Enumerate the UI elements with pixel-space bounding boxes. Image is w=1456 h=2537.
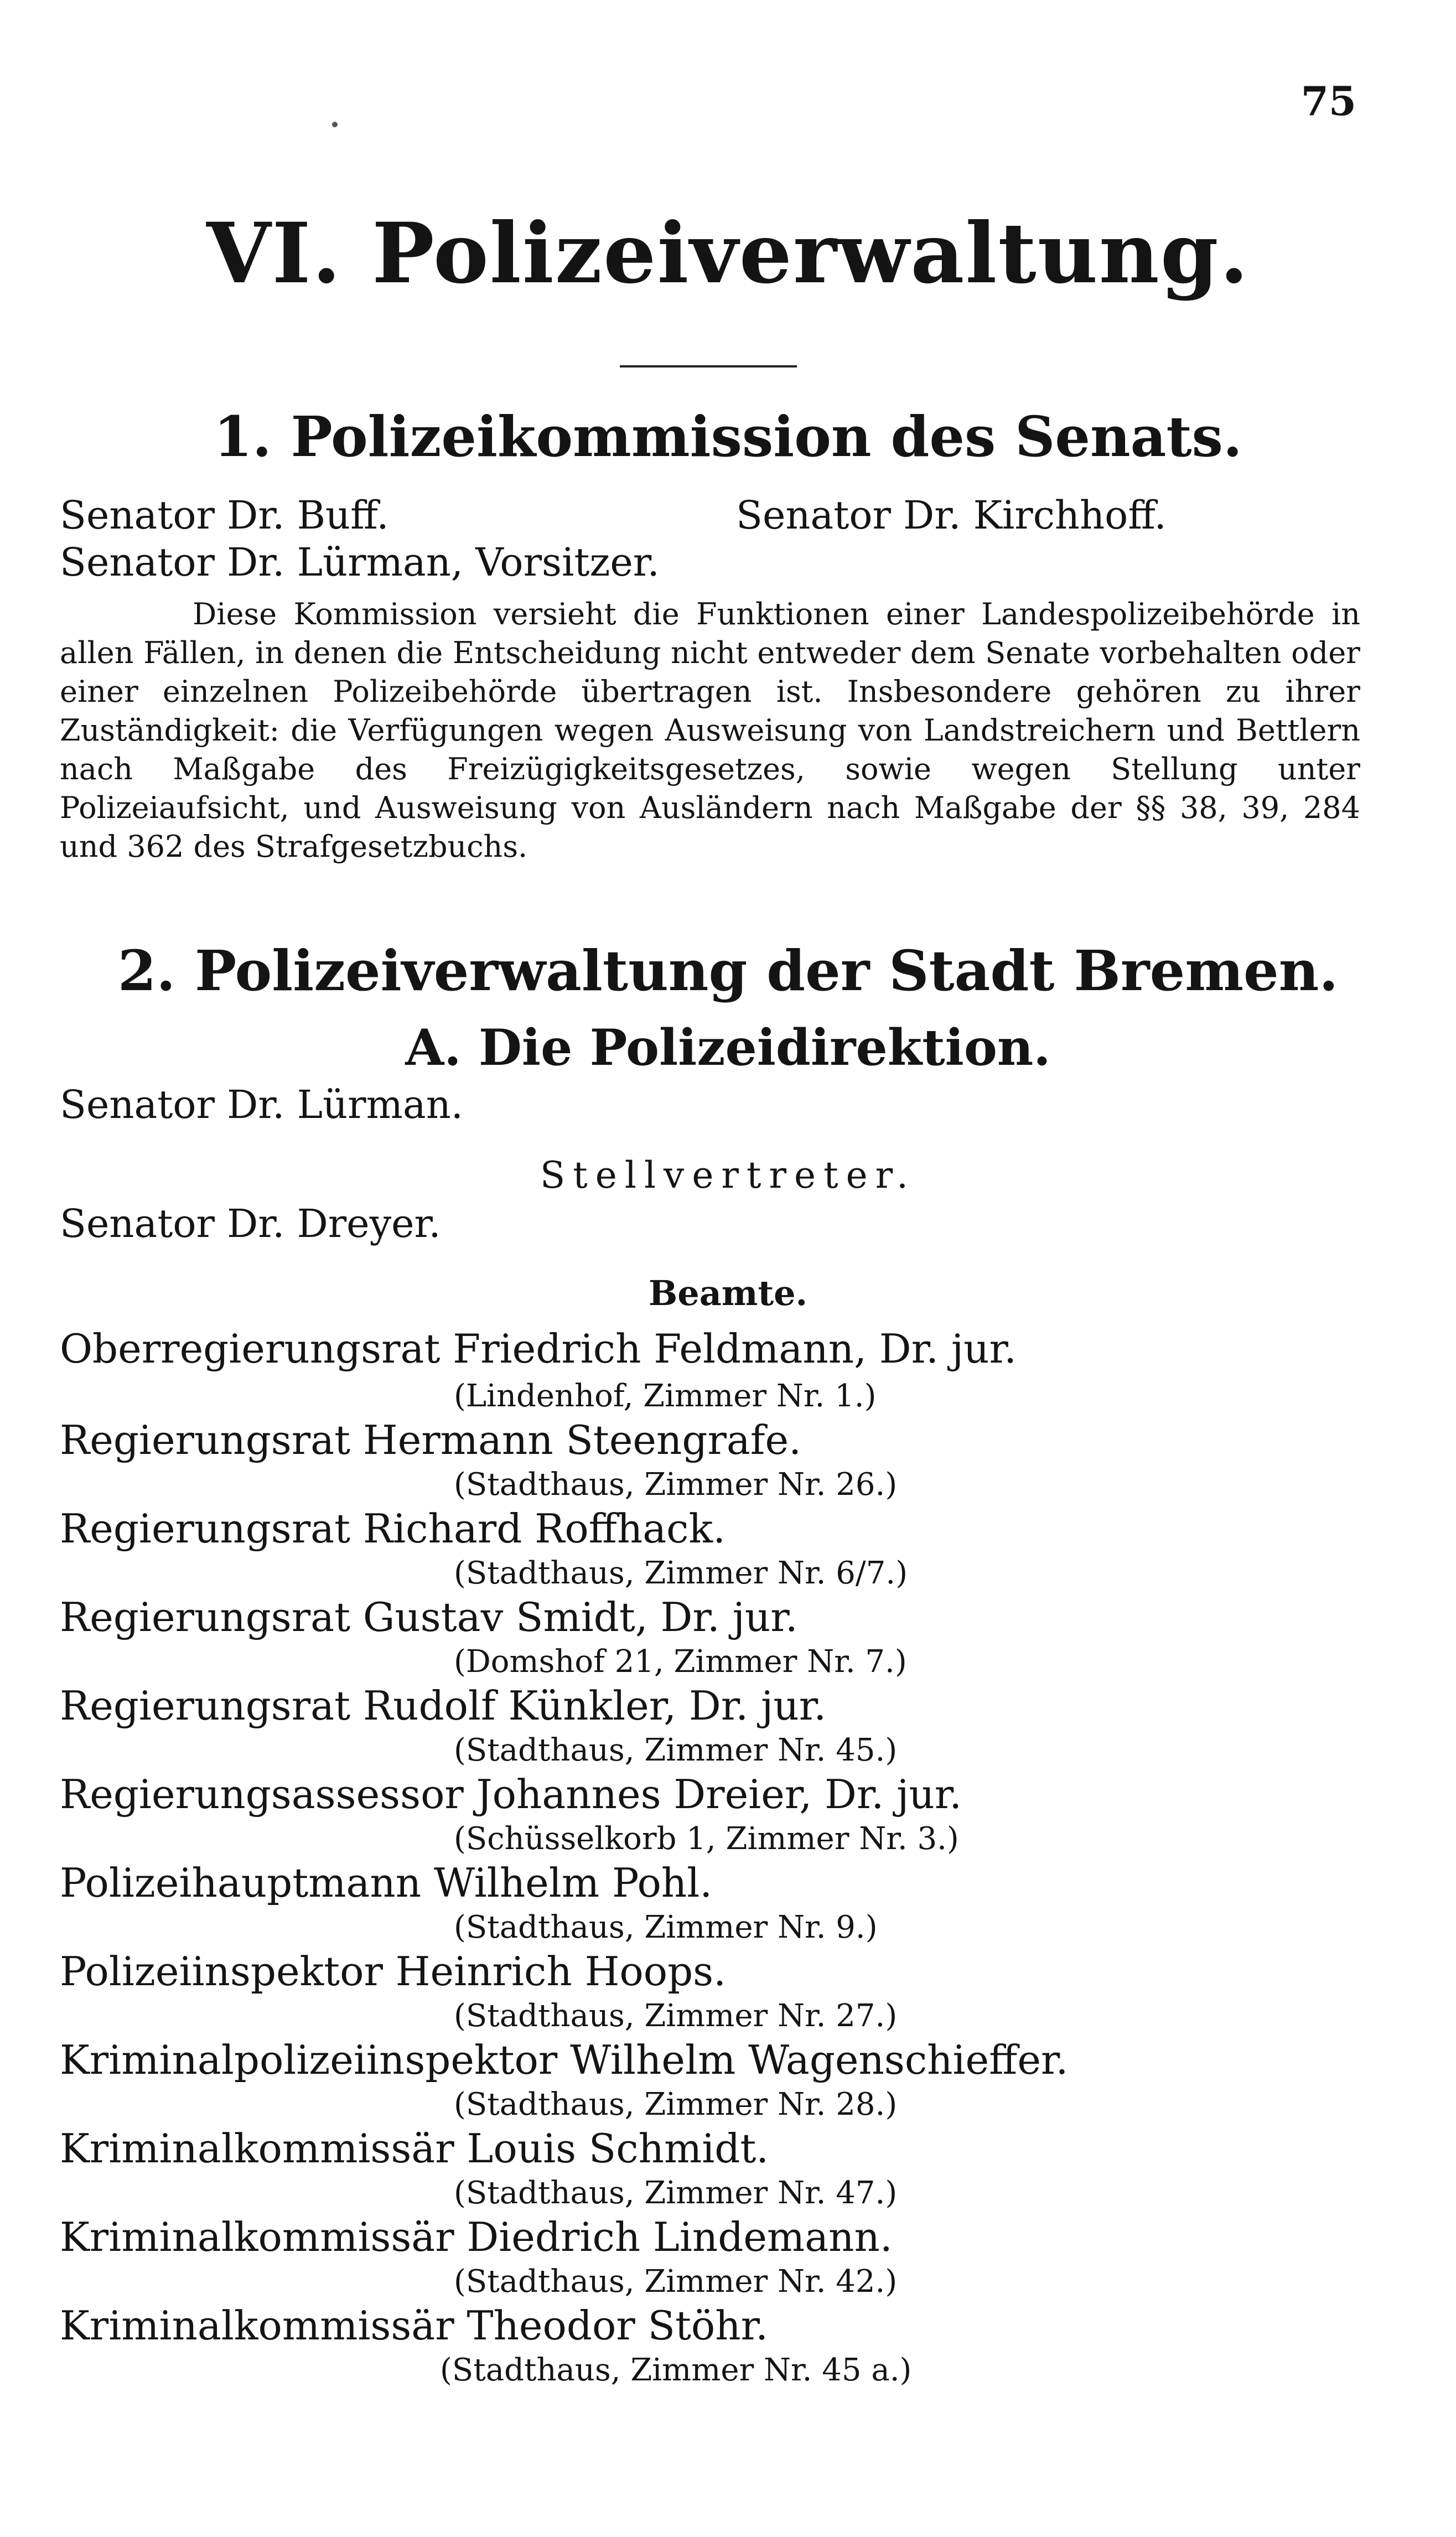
official-name: Regierungsrat Richard Roffhack. [60, 1505, 726, 1552]
deputy-label: Stellvertreter. [540, 1154, 916, 1197]
official-location: (Stadthaus, Zimmer Nr. 42.) [454, 2264, 898, 2300]
commission-description: Diese Kommission versieht die Funktionen einer Landespolizeibehörde in allen Fällen, in denen die Entscheidung nicht entweder dem Senate vorbehalten oder einer einzelnen Polizeibehörde übertragen ist. Insbesondere gehören zu ihrer Zuständigkeit: die Verfügungen wegen Ausweisung von Landstreichern und Bettlern nach Maßgabe des Freizügigkeitsgesetzes, sowie wegen Stellung unter Polizeiaufsicht, und Ausweisung von Ausländern nach Maßgabe der §§ 38, 39, 284 und 362 des Strafgesetzbuchs. [60, 597, 1360, 864]
official-location: (Stadthaus, Zimmer Nr. 9.) [454, 1909, 878, 1945]
official-name: Oberregierungsrat Friedrich Feldmann, Dr. jur. [60, 1326, 1017, 1372]
official-name: Regierungsrat Rudolf Künkler, Dr. jur. [60, 1682, 827, 1729]
subsection-a-heading: A. Die Polizeidirektion. [405, 1018, 1051, 1077]
page-number: 75 [1300, 77, 1356, 125]
official-name: Kriminalkommissär Diedrich Lindemann. [60, 2214, 893, 2260]
officials-heading: Beamte. [648, 1273, 808, 1313]
official-name: Kriminalpolizeiinspektor Wilhelm Wagenschieffer. [60, 2037, 1069, 2083]
official-location: (Stadthaus, Zimmer Nr. 27.) [454, 1998, 898, 2034]
official-location: (Lindenhof, Zimmer Nr. 1.) [454, 1378, 877, 1414]
official-name: Kriminalkommissär Theodor Stöhr. [60, 2302, 769, 2349]
official-name: Polizeiinspektor Heinrich Hoops. [60, 1948, 726, 1995]
official-name: Regierungsrat Gustav Smidt, Dr. jur. [60, 1594, 798, 1640]
director-name: Senator Dr. Lürman. [60, 1082, 464, 1127]
official-name: Regierungsrat Hermann Steengrafe. [60, 1417, 801, 1463]
official-location: (Stadthaus, Zimmer Nr. 47.) [454, 2175, 898, 2211]
official-location: (Stadthaus, Zimmer Nr. 45 a.) [440, 2352, 912, 2388]
official-location: (Stadthaus, Zimmer Nr. 45.) [454, 1732, 898, 1768]
official-location: (Stadthaus, Zimmer Nr. 26.) [454, 1467, 898, 1503]
official-location: (Stadthaus, Zimmer Nr. 28.) [454, 2086, 898, 2122]
senator-kirchhoff: Senator Dr. Kirchhoff. [736, 493, 1167, 538]
official-location: (Domshof 21, Zimmer Nr. 7.) [454, 1644, 907, 1680]
deputy-name: Senator Dr. Dreyer. [60, 1201, 441, 1246]
senator-luerman-chair: Senator Dr. Lürman, Vorsitzer. [60, 540, 660, 585]
title-divider [620, 365, 797, 367]
section-1-heading: 1. Polizeikommission des Senats. [214, 404, 1242, 469]
senator-buff: Senator Dr. Buff. [60, 493, 389, 538]
section-2-heading: 2. Polizeiverwaltung der Stadt Bremen. [117, 938, 1339, 1003]
official-location: (Stadthaus, Zimmer Nr. 6/7.) [454, 1555, 908, 1591]
official-name: Regierungsassessor Johannes Dreier, Dr. jur. [60, 1771, 962, 1818]
official-name: Polizeihauptmann Wilhelm Pohl. [60, 1860, 713, 1906]
official-name: Kriminalkommissär Louis Schmidt. [60, 2125, 769, 2172]
chapter-title: VI. Polizeiverwaltung. [206, 205, 1250, 302]
official-location: (Schüsselkorb 1, Zimmer Nr. 3.) [454, 1821, 959, 1857]
print-speck [332, 122, 338, 127]
